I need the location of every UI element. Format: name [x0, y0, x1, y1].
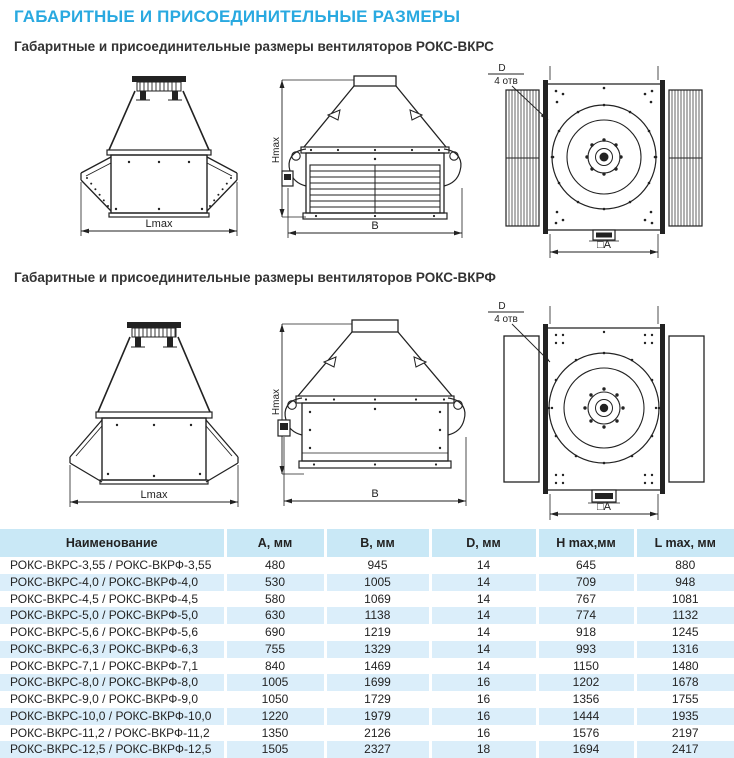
impeller-circles: [551, 104, 658, 211]
dimension-value-cell: 480: [225, 557, 325, 574]
dimension-value-cell: 16: [430, 674, 537, 691]
d-label: D: [498, 63, 506, 74]
dimension-value-cell: 2197: [635, 725, 734, 742]
dimension-value-cell: 1755: [635, 691, 734, 708]
model-name-cell: РОКС-ВКРС-5,6 / РОКС-ВКРФ-5,6: [10, 625, 199, 639]
dimension-value-cell: 2126: [325, 725, 430, 742]
dimension-value-cell: 1694: [537, 741, 635, 758]
dimension-value-cell: 2417: [635, 741, 734, 758]
b-label: B: [371, 488, 379, 500]
dimension-value-cell: 645: [537, 557, 635, 574]
vkrs-top-view-drawing: [482, 60, 732, 265]
dimension-value-cell: 690: [225, 624, 325, 641]
a-dimension: [550, 239, 658, 254]
dimension-value-cell: 1220: [225, 708, 325, 725]
dimension-value-cell: 1678: [635, 674, 734, 691]
fan-cap: [127, 322, 181, 347]
dimension-value-cell: 18: [430, 741, 537, 758]
dimension-value-cell: 2327: [325, 741, 430, 758]
model-name-cell: РОКС-ВКРС-5,0 / РОКС-ВКРФ-5,0: [0, 607, 225, 624]
fan-hood: [296, 332, 454, 403]
lmax-label: Lmax: [140, 489, 168, 501]
dimension-value-cell: 14: [430, 574, 537, 591]
dimension-value-cell: 14: [430, 624, 537, 641]
dimension-value-cell: 755: [225, 641, 325, 658]
holes-count-label: 4 отв: [494, 76, 518, 87]
dimension-value-cell: 16: [430, 708, 537, 725]
col-header-lmax: L max, мм: [635, 529, 734, 557]
model-name-cell: РОКС-ВКРС-11,2 / РОКС-ВКРФ-11,2: [10, 725, 210, 740]
casing-plate: [543, 66, 665, 258]
model-name-cell: РОКС-ВКРС-8,0 / РОКС-ВКРФ-8,0: [0, 674, 225, 691]
fan-body: [299, 403, 451, 468]
dimension-value-cell: 1469: [325, 658, 430, 675]
dimension-value-cell: 1979: [325, 708, 430, 725]
table-row: [0, 641, 734, 658]
col-header-name: Наименование: [0, 529, 225, 557]
vkrf-top-view-drawing: [482, 298, 732, 526]
dimension-value-cell: 1150: [537, 658, 635, 675]
dimension-value-cell: 14: [430, 607, 537, 624]
dimension-value-cell: 1138: [325, 607, 430, 624]
model-name-cell: РОКС-ВКРС-6,3 / РОКС-ВКРФ-6,3: [0, 641, 225, 658]
a-square-label: □A: [597, 239, 611, 251]
lmax-dimension: [70, 465, 238, 507]
side-flaps: [81, 157, 237, 211]
holes-callout: [488, 301, 550, 362]
table-row: [0, 624, 734, 641]
fan-cap: [352, 320, 398, 332]
dimension-value-cell: 1935: [635, 708, 734, 725]
dimension-value-cell: 1350: [225, 725, 325, 742]
dimension-value-cell: 1005: [225, 674, 325, 691]
side-flaps: [70, 420, 238, 482]
col-header-b: В, мм: [325, 529, 430, 557]
dimension-value-cell: 880: [635, 557, 734, 574]
dimension-value-cell: 1699: [325, 674, 430, 691]
holes-count-label: 4 отв: [494, 314, 518, 325]
dimension-value-cell: 14: [430, 658, 537, 675]
dimension-value-cell: 1505: [225, 741, 325, 758]
dimension-value-cell: 14: [430, 641, 537, 658]
dimension-value-cell: 918: [537, 624, 635, 641]
b-dimension: [284, 437, 466, 506]
model-name-cell: РОКС-ВКРС-12,5 / РОКС-ВКРФ-12,5: [0, 741, 225, 758]
dimension-value-cell: 1050: [225, 691, 325, 708]
motor-box: [278, 420, 290, 436]
fan-cap: [132, 76, 186, 100]
dimension-value-cell: 14: [430, 591, 537, 608]
table-row: [0, 691, 734, 708]
dimension-value-cell: 1219: [325, 624, 430, 641]
fan-cap: [354, 76, 396, 86]
lmax-label: Lmax: [145, 218, 173, 230]
dimension-value-cell: 1069: [325, 591, 430, 608]
model-name-cell: РОКС-ВКРС-4,0 / РОКС-ВКРФ-4,0: [0, 574, 225, 591]
fan-body-louvers: [303, 153, 447, 219]
impeller-circles: [548, 352, 661, 465]
dimension-value-cell: 1202: [537, 674, 635, 691]
fan-hood: [107, 91, 211, 155]
dimension-value-cell: 993: [537, 641, 635, 658]
vkrs-side-view-drawing: [268, 70, 483, 245]
fan-hood: [96, 337, 212, 418]
casing-plate: [543, 306, 665, 520]
table-header-row: [0, 529, 734, 557]
page-title: ГАБАРИТНЫЕ И ПРИСОЕДИНИТЕЛЬНЫЕ РАЗМЕРЫ: [14, 7, 461, 26]
dimension-value-cell: 1081: [635, 591, 734, 608]
dimension-value-cell: 1444: [537, 708, 635, 725]
table-row: [0, 725, 734, 742]
dimension-value-cell: 530: [225, 574, 325, 591]
dimension-value-cell: 580: [225, 591, 325, 608]
dimension-value-cell: 1329: [325, 641, 430, 658]
dimension-value-cell: 945: [325, 557, 430, 574]
col-header-hmax: Н max,мм: [537, 529, 635, 557]
model-name-cell: РОКС-ВКРС-3,55 / РОКС-ВКРФ-3,55: [10, 558, 212, 572]
motor-box: [282, 171, 293, 186]
d-label: D: [498, 301, 506, 312]
col-header-d: D, мм: [430, 529, 537, 557]
fan-body: [100, 418, 208, 484]
model-name-cell: РОКС-ВКРС-4,5 / РОКС-ВКРФ-4,5: [10, 591, 199, 606]
dimensions-table: [0, 529, 734, 758]
table-row: [0, 607, 734, 624]
vkrs-front-view-drawing: [24, 70, 264, 245]
dimension-value-cell: 1316: [635, 641, 734, 658]
vkrf-front-view-drawing: [24, 314, 264, 514]
table-row: [0, 574, 734, 591]
dimension-value-cell: 1356: [537, 691, 635, 708]
dimension-value-cell: 948: [635, 574, 734, 591]
vkrf-side-view-drawing: [268, 314, 483, 514]
dimension-value-cell: 1576: [537, 725, 635, 742]
dimension-value-cell: 630: [225, 607, 325, 624]
section-vkrf-subtitle: Габаритные и присоединительные размеры вентиляторов РОКС-ВКРФ: [14, 270, 496, 285]
fan-body: [109, 155, 209, 217]
a-square-label: □A: [597, 501, 611, 513]
table-row: [0, 557, 734, 574]
dimension-value-cell: 767: [537, 591, 635, 608]
col-header-a: А, мм: [225, 529, 325, 557]
table-row: [0, 674, 734, 691]
b-label: B: [371, 220, 379, 232]
table-row: [0, 591, 734, 608]
fan-hood: [301, 86, 449, 153]
table-row: [0, 708, 734, 725]
table-row: [0, 658, 734, 675]
dimension-value-cell: 774: [537, 607, 635, 624]
dimension-value-cell: 14: [430, 557, 537, 574]
dimension-value-cell: 1729: [325, 691, 430, 708]
dimension-value-cell: 16: [430, 691, 537, 708]
dimension-value-cell: 1132: [635, 607, 734, 624]
model-name-cell: РОКС-ВКРС-9,0 / РОКС-ВКРФ-9,0: [10, 692, 199, 706]
a-dimension: [550, 501, 658, 516]
model-name-cell: РОКС-ВКРС-10,0 / РОКС-ВКРФ-10,0: [0, 708, 225, 725]
section-vkrs-subtitle: Габаритные и присоединительные размеры вентиляторов РОКС-ВКРС: [14, 39, 494, 54]
dimension-value-cell: 1480: [635, 658, 734, 675]
model-name-cell: РОКС-ВКРС-7,1 / РОКС-ВКРФ-7,1: [10, 658, 199, 673]
table-row: [0, 741, 734, 758]
dimension-value-cell: 840: [225, 658, 325, 675]
dimension-value-cell: 16: [430, 725, 537, 742]
dimension-value-cell: 1005: [325, 574, 430, 591]
hmax-label: Hmax: [271, 388, 282, 416]
hmax-label: Hmax: [271, 136, 282, 164]
dimension-value-cell: 709: [537, 574, 635, 591]
dimension-value-cell: 1245: [635, 624, 734, 641]
